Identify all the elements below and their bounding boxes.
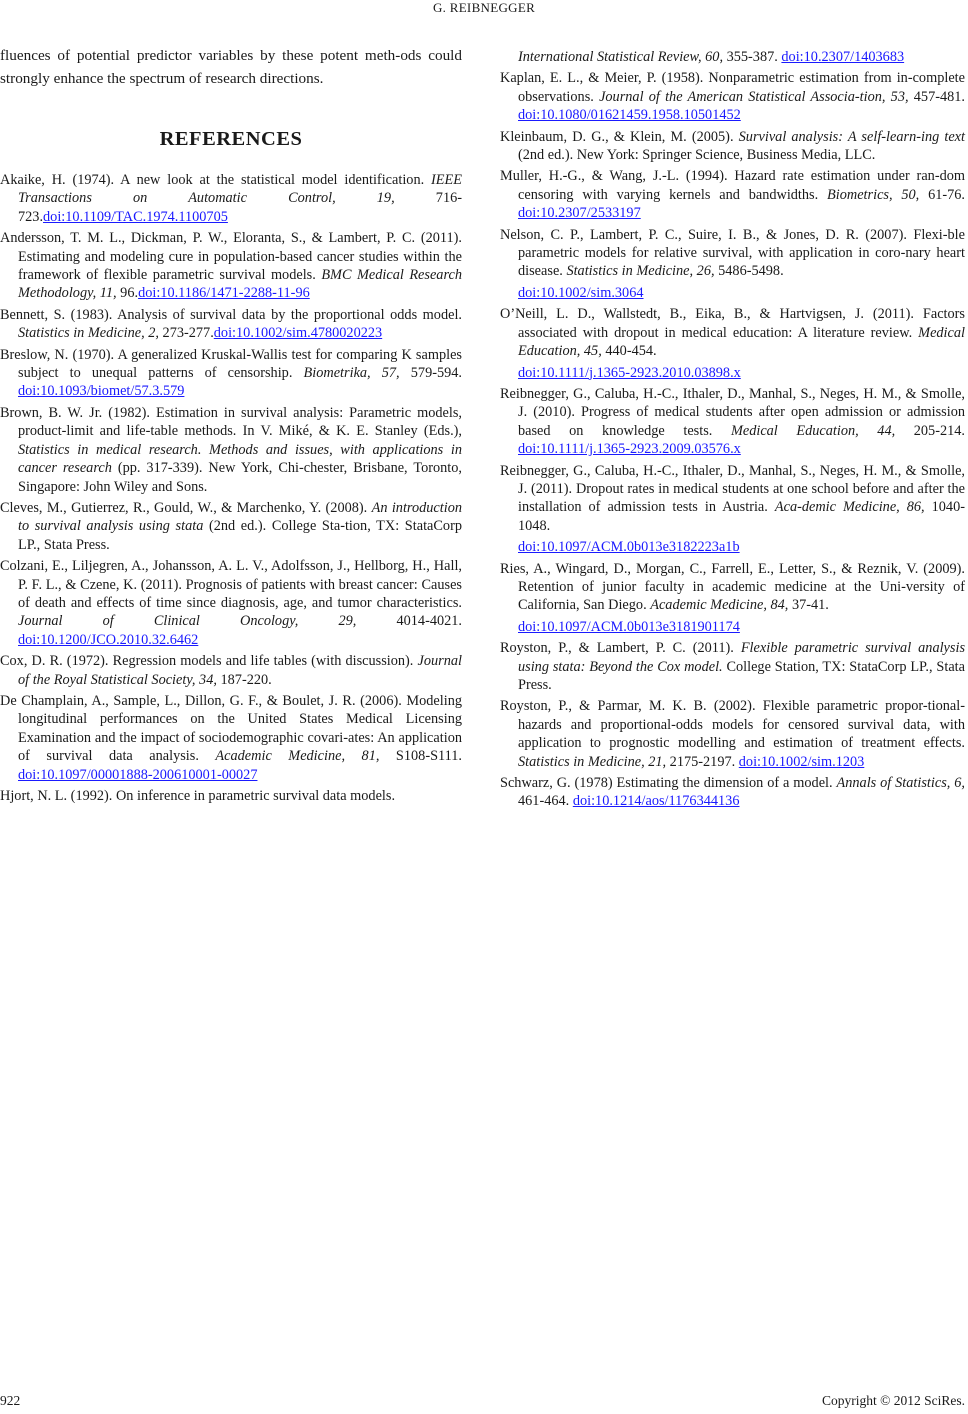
reference-pages-text: S108-S111. — [379, 748, 462, 765]
reference-authors-text: Royston, P., & Lambert, P. C. (2011). — [500, 640, 741, 657]
reference-source-title: Annals of Statistics, 6, — [836, 775, 965, 792]
reference-entry — [0, 499, 462, 554]
reference-source-title: Journal of the Royal Statistical Society, 34, — [18, 653, 462, 688]
references-heading: REFERENCES — [159, 128, 303, 150]
doi-link[interactable]: doi:10.1111/j.1365-2923.2009.03576.x — [518, 441, 741, 458]
reference-pages-text: 457-481. — [908, 88, 965, 105]
left-reference-list — [0, 171, 462, 805]
doi-link[interactable]: doi:10.1214/aos/1176344136 — [572, 793, 740, 810]
reference-authors-text: Muller, H.-G., & Wang, J.-L. (1994). Hazard rate estimation under ran-dom censoring with varying kernels and bandwidths. — [500, 168, 965, 203]
doi-link[interactable]: doi:10.2307/1403683 — [781, 49, 905, 65]
running-head: G. REIBNEGGER — [432, 0, 536, 15]
reference-source-title: Academic Medicine, 81, — [215, 748, 380, 765]
doi-link[interactable]: doi:10.1002/sim.3064 — [518, 284, 644, 301]
reference-authors-text: De Champlain, A., Sample, L., Dillon, G. F., & Boulet, J. R. (2006). Modeling longitudinal performances on the United States Medical Licensing Examination and the impact of sociodemographic covari-ates: An application of survival data analysis. — [0, 692, 462, 765]
reference-pages-text: 461-464. — [518, 793, 573, 810]
reference-entry — [0, 404, 462, 496]
reference-source-title: Survival analysis: A self-learn-ing text — [738, 128, 965, 145]
reference-pages-text: College Station, TX: StataCorp LP., Stata Press. — [518, 658, 965, 693]
reference-entry — [500, 167, 965, 222]
reference-authors-text: Cox, D. R. (1972). Regression models and life tables (with discussion). — [0, 653, 418, 670]
doi-link[interactable]: doi:10.1080/01621459.1958.10501452 — [518, 107, 741, 124]
reference-source-title: Statistics in Medicine, 26, — [566, 263, 715, 280]
reference-entry — [0, 346, 462, 401]
reference-entry — [500, 774, 965, 811]
reference-authors-text: Cleves, M., Gutierrez, R., Gould, W., & Marchenko, Y. (2008). — [0, 499, 372, 516]
left-column — [0, 44, 462, 808]
reference-authors-text: Reibnegger, G., Caluba, H.-C., Ithaler, D., Manhal, S., Neges, H. M., & Smolle, J. (2010). Progress of medical students after open admission or admission based on knowledge tests. — [500, 385, 965, 439]
doi-link[interactable]: doi:10.1097/00001888-200610001-00027 — [18, 766, 258, 783]
reference-entry — [0, 557, 462, 649]
reference-entry — [0, 787, 462, 805]
doi-link[interactable]: doi:10.1111/j.1365-2923.2010.03898.x — [518, 364, 741, 381]
reference-source-title: Journal of the American Statistical Associa-tion, 53, — [599, 88, 909, 105]
reference-pages-text: 355-387. — [723, 49, 782, 65]
reference-pages-text: 716-723. — [18, 190, 463, 225]
doi-link[interactable]: doi:10.1109/TAC.1974.1100705 — [43, 208, 228, 225]
reference-source-title: International Statistical Review, 60, — [518, 49, 724, 65]
reference-authors-text: Royston, P., & Parmar, M. K. B. (2002). Flexible parametric propor-tional-hazards and proportional-odds models for censored survival data, with application to prognostic modelling and estimation of treatment effects. — [500, 698, 965, 752]
doi-link[interactable]: doi:10.1186/1471-2288-11-96 — [138, 285, 310, 302]
reference-authors-text: Andersson, T. M. L., Dickman, P. W., Eloranta, S., & Lambert, P. C. (2011). Estimating and modeling cure in population-based cancer studies within the framework of flexible parametric survival models. — [0, 230, 462, 284]
reference-source-title: Statistics in Medicine, 21, — [518, 753, 667, 770]
reference-source-title: Statistics in medical research. Methods and issues, with applications in cancer research — [18, 441, 462, 477]
reference-entry — [500, 639, 965, 694]
reference-entry — [0, 229, 462, 303]
reference-entry — [500, 128, 965, 165]
reference-source-title: Journal of Clinical Oncology, 29, — [18, 613, 357, 630]
page-number: 922 — [0, 1393, 21, 1408]
reference-source-title: BMC Medical Research Methodology, 11, — [18, 267, 462, 302]
reference-authors-text: Colzani, E., Liljegren, A., Johansson, A. L. V., Adolfsson, J., Hellborg, H., Hall, P. F. L., & Czene, K. (2011). Prognosis of patients with breast cancer: Causes of death and effects of time since diagnosis, age, and tumor characteristics. — [0, 558, 462, 611]
reference-authors-text: Breslow, N. (1970). A generalized Kruskal-Wallis test for comparing K samples subject to unequal patterns of censorship. — [0, 346, 462, 382]
reference-source-title: Academic Medicine, 84, — [650, 597, 789, 614]
reference-pages-text: 579-594. — [399, 365, 462, 382]
reference-pages-text: 61-76. — [919, 186, 965, 203]
reference-source-title: Medical Education, 44, — [730, 422, 896, 439]
reference-authors-text: Nelson, C. P., Lambert, P. C., Suire, I. B., & Jones, D. R. (2007). Flexi-ble parametric models for relative survival, with application in coro-nary heart disease. — [500, 226, 965, 280]
reference-pages-text: 440-454. — [601, 343, 657, 360]
reference-pages-text: 4014-4021. — [356, 613, 462, 630]
reference-authors-text: Akaike, H. (1974). A new look at the statistical model identification. — [0, 172, 432, 188]
doi-link[interactable]: doi:10.2307/2533197 — [518, 205, 641, 222]
reference-authors-text: Brown, B. W. Jr. (1982). Estimation in survival analysis: Parametric models, product-limit and life-table methods. In V. Miké, & K. E. Stanley (Eds.), — [0, 404, 462, 440]
copyright-notice: Copyright © 2012 SciRes. — [821, 1393, 965, 1408]
reference-entry — [0, 306, 462, 343]
doi-link[interactable]: doi:10.1093/biomet/57.3.579 — [18, 383, 185, 400]
reference-entry — [500, 226, 965, 303]
reference-pages-text: 273-277. — [158, 325, 214, 342]
doi-link[interactable]: doi:10.1097/ACM.0b013e3182223a1b — [518, 539, 740, 556]
reference-pages-text: 37-41. — [788, 597, 829, 614]
doi-link[interactable]: doi:10.1002/sim.1203 — [738, 753, 865, 770]
reference-authors-text: Reibnegger, G., Caluba, H.-C., Ithaler, D., Manhal, S., Neges, H. M., & Smolle, J. (2011). Dropout rates in medical students at one school before and after the installation of admission tests in Austria. — [500, 462, 965, 516]
reference-entry — [500, 69, 965, 124]
reference-pages-text: 205-214. — [895, 422, 965, 439]
reference-authors-text: O’Neill, L. D., Wallstedt, B., Eika, B., & Hartvigsen, J. (2011). Factors associated with dropout in medical education: A literature review. — [500, 306, 965, 341]
reference-authors-text: Bennett, S. (1983). Analysis of survival data by the proportional odds model. — [0, 306, 462, 323]
reference-entry — [500, 462, 965, 557]
reference-authors-text: Kaplan, E. L., & Meier, P. (1958). Nonparametric estimation from in-complete observations. — [500, 70, 965, 105]
reference-source-title: Biometrika, 57, — [303, 365, 400, 382]
reference-source-title: Biometrics, 50, — [827, 186, 920, 203]
reference-authors-text: Ries, A., Wingard, D., Morgan, C., Farrell, E., Letter, S., & Reznik, V. (2009). Retention of junior faculty in academic medicine at the Uni-versity of California, San Diego. — [500, 560, 965, 614]
right-reference-list — [500, 48, 965, 811]
doi-link[interactable]: doi:10.1200/JCO.2010.32.6462 — [18, 631, 199, 648]
right-column — [500, 48, 965, 814]
reference-source-title: An introduction to survival analysis using stata — [18, 499, 462, 535]
reference-pages-text: (pp. 317-339). New York, Chi-chester, Brisbane, Toronto, Singapore: John Wiley and Sons. — [18, 460, 462, 495]
intro-paragraph: fluences of potential predictor variables by these potent meth-ods could strongly enhance the spectrum of research directions. — [0, 47, 462, 87]
reference-pages-text: 1040-1048. — [518, 499, 965, 534]
reference-source-title: Flexible parametric survival analysis using stata: Beyond the Cox model. — [518, 640, 966, 675]
doi-link[interactable]: doi:10.1002/sim.4780020223 — [213, 325, 383, 342]
reference-authors-text: Kleinbaum, D. G., & Klein, M. (2005). — [500, 128, 739, 145]
reference-entry — [500, 48, 965, 66]
reference-entry — [500, 560, 965, 637]
reference-source-title: Medical Education, 45, — [518, 324, 965, 360]
reference-pages-text: 96. — [116, 285, 139, 302]
reference-entry — [0, 692, 462, 784]
reference-entry — [500, 385, 965, 459]
reference-pages-text: (2nd ed.). College Sta-tion, TX: StataCorp LP., Stata Press. — [18, 518, 462, 553]
reference-entry — [0, 652, 462, 689]
reference-source-title: IEEE Transactions on Automatic Control, 19, — [18, 172, 462, 207]
reference-entry — [0, 171, 462, 226]
reference-entry — [500, 305, 965, 382]
reference-authors-text: Schwarz, G. (1978) Estimating the dimension of a model. — [500, 775, 837, 792]
reference-source-title: Aca-demic Medicine, 86, — [774, 499, 925, 516]
reference-entry — [500, 697, 965, 771]
reference-authors-text: Hjort, N. L. (1992). On inference in parametric survival data models. — [0, 788, 396, 804]
reference-pages-text: 187-220. — [216, 671, 272, 688]
reference-source-title: Statistics in Medicine, 2, — [18, 325, 159, 342]
reference-pages-text: 2175-2197. — [666, 753, 739, 770]
doi-link[interactable]: doi:10.1097/ACM.0b013e3181901174 — [518, 618, 740, 635]
reference-pages-text: 5486-5498. — [714, 263, 784, 280]
reference-pages-text: (2nd ed.). New York: Springer Science, Business Media, LLC. — [518, 147, 876, 164]
